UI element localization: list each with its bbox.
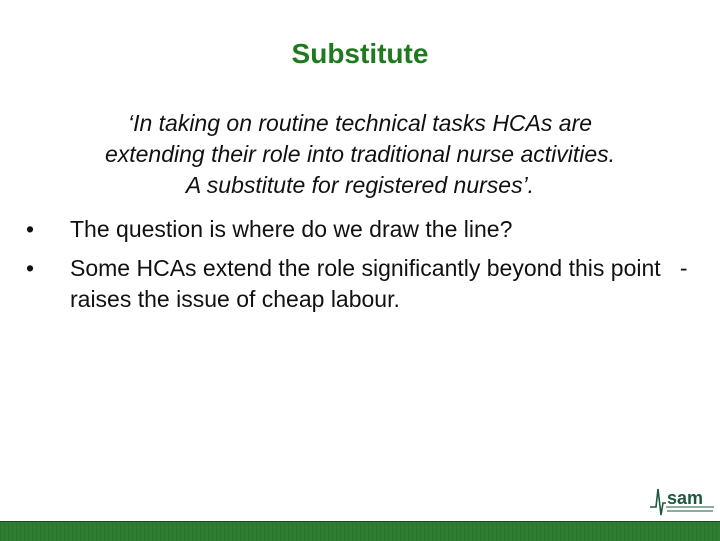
quote-line-3: A substitute for registered nurses’. [185,172,535,198]
quote-line-2: extending their role into traditional nurse activities. [104,141,616,167]
logo-text: sam [667,488,704,508]
bullet-item [20,253,700,315]
bullet-item [20,214,700,245]
sam-logo [648,483,716,519]
quote-block [18,108,702,201]
bullet-text: The question is where do we draw the line? [70,216,513,242]
slide-title: Substitute [291,38,429,69]
bullet-text: Some HCAs extend the role significantly beyond this point - raises the issue of cheap labour. [70,255,694,312]
bullet-marker: • [26,255,35,281]
quote-line-1: ‘In taking on routine technical tasks HCAs are [127,110,593,136]
footer-bar [0,521,720,541]
bullet-marker: • [26,216,35,242]
bullet-list [20,214,700,323]
heartbeat-icon [648,483,716,519]
